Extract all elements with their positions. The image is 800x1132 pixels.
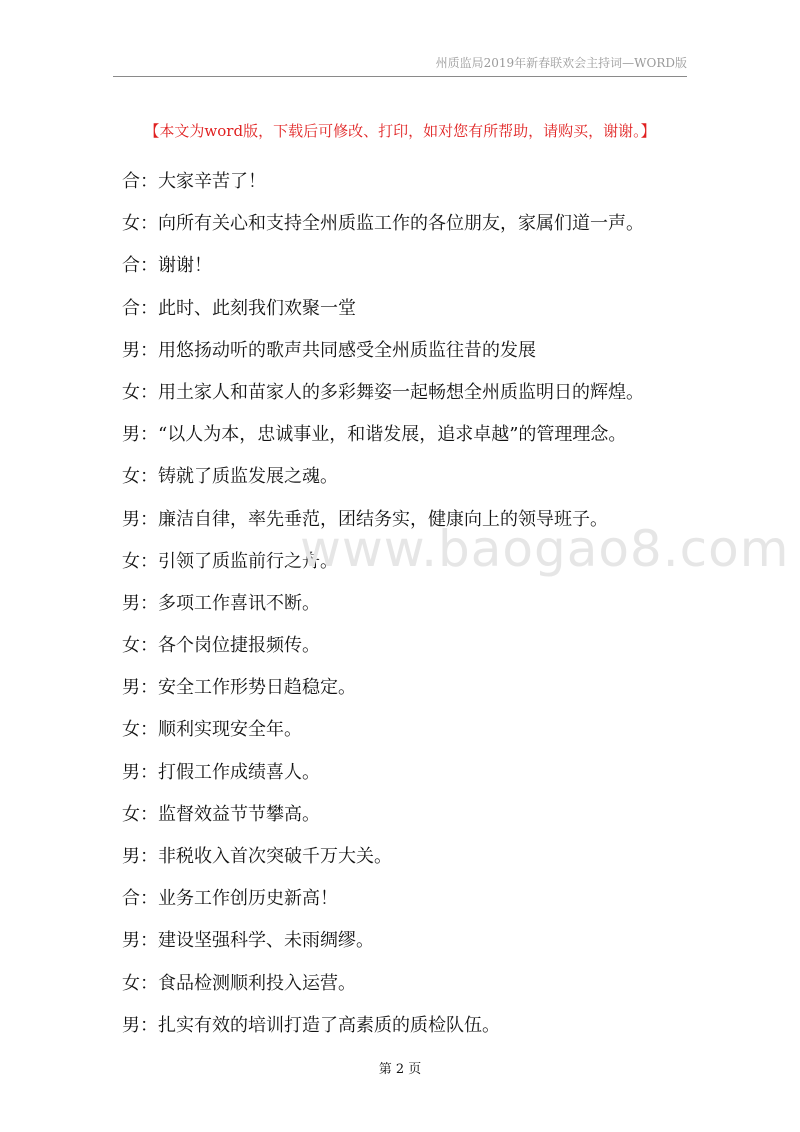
dialogue-list [122, 168, 692, 1054]
dialogue-line: 女：向所有关心和支持全州质监工作的各位朋友，家属们道一声。 [122, 213, 644, 235]
dialogue-line: 女：引领了质监前行之舟。 [122, 550, 338, 572]
page-number: 第 2 页 [378, 1062, 422, 1077]
dialogue-line: 合：此时、此刻我们欢聚一堂 [122, 297, 356, 319]
dialogue-line: 女：食品检测顺利投入运营。 [122, 972, 356, 994]
dialogue-line: 女：各个岗位捷报频传。 [122, 635, 320, 657]
dialogue-line: 合：谢谢！ [122, 255, 212, 277]
page-header [113, 52, 687, 77]
dialogue-line: 合：业务工作创历史新高！ [122, 888, 338, 910]
dialogue-line: 女：监督效益节节攀高。 [122, 803, 320, 825]
watermark: www.baogao8.com [300, 520, 790, 578]
dialogue-line: 男：非税收入首次突破千万大关。 [122, 846, 392, 867]
header-title: 州质监局2019年新春联欢会主持词—WORD版 [435, 56, 687, 70]
dialogue-line: 男：打假工作成绩喜人。 [122, 761, 320, 783]
dialogue-line: 男：多项工作喜讯不断。 [122, 592, 320, 614]
dialogue-line: 女：顺利实现安全年。 [122, 719, 302, 741]
dialogue-line: 男：“以人为本，忠诚事业，和谐发展，追求卓越”的管理理念。 [122, 424, 627, 446]
dialogue-line: 女：用土家人和苗家人的多彩舞姿一起畅想全州质监明日的辉煌。 [122, 381, 644, 403]
dialogue-line: 男：用悠扬动听的歌声共同感受全州质监往昔的发展 [122, 339, 536, 361]
dialogue-line: 男：安全工作形势日趋稳定。 [122, 677, 356, 699]
dialogue-line: 合：大家辛苦了！ [122, 171, 266, 192]
dialogue-line: 男：建设坚强科学、未雨绸缪。 [122, 930, 374, 952]
dialogue-line: 男：扎实有效的培训打造了高素质的质检队伍。 [122, 1014, 500, 1036]
dialogue-line: 男：廉洁自律，率先垂范，团结务实，健康向上的领导班子。 [122, 508, 608, 530]
dialogue-line: 女：铸就了质监发展之魂。 [122, 466, 338, 488]
purchase-notice: 【本文为word版，下载后可修改、打印，如对您有所帮助，请购买，谢谢。】 [144, 122, 656, 140]
